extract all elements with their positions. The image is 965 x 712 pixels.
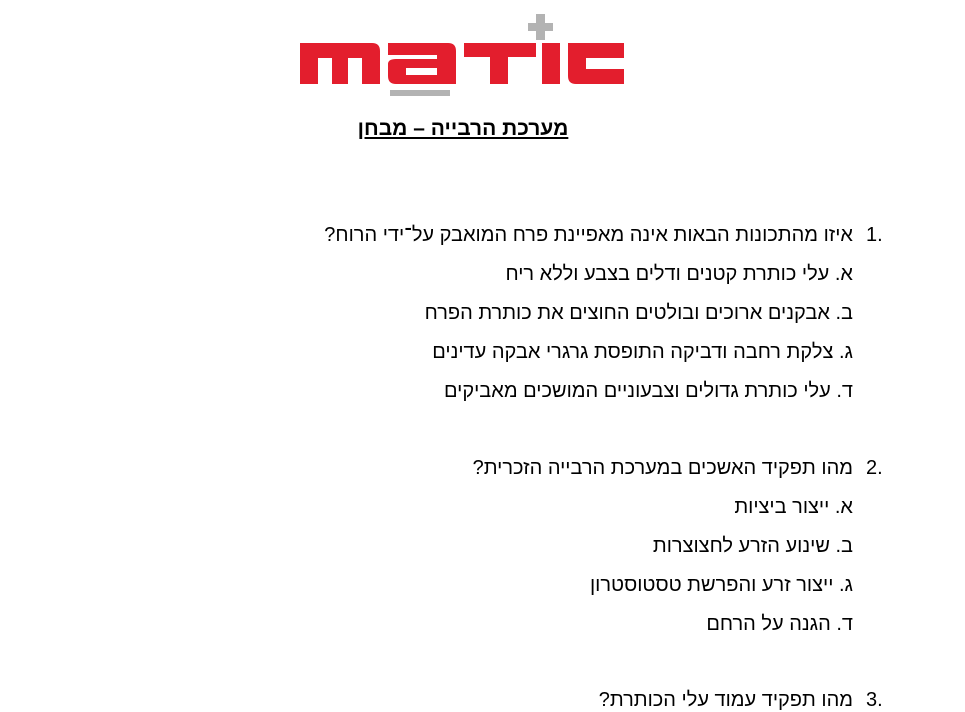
answer-option: ד. הגנה על הרחם: [706, 613, 853, 635]
question-text: איזו מהתכונות הבאות אינה מאפיינת פרח המואבק על־ידי הרוח?: [324, 224, 853, 246]
question-number: 2.: [866, 457, 883, 479]
answer-option: א. ייצור ביציות: [734, 496, 853, 518]
question-text: מהו תפקיד האשכים במערכת הרבייה הזכרית?: [472, 457, 853, 479]
question-number: 1.: [866, 224, 883, 246]
question-text: מהו תפקיד עמוד עלי הכותרת?: [598, 689, 853, 711]
question-number: 3.: [866, 689, 883, 711]
answer-option: ד. עלי כותרת גדולים וצבעוניים המושכים מאביקים: [443, 380, 853, 402]
answer-option: ג. צלקת רחבה ודביקה התופסת גרגרי אבקה עדינים: [432, 341, 853, 363]
answer-option: ב. שינוע הזרע לחצוצרות: [652, 535, 853, 557]
answer-option: ב. אבקנים ארוכים ובולטים החוצים את כותרת הפרח: [424, 302, 853, 324]
answer-option: ג. ייצור זרע והפרשת טסטוסטרון: [589, 574, 853, 596]
answer-option: א. עלי כותרת קטנים ודלים בצבע וללא ריח: [505, 263, 853, 285]
matic-logo: [296, 12, 628, 100]
page-title: מערכת הרבייה – מבחן: [357, 117, 569, 140]
